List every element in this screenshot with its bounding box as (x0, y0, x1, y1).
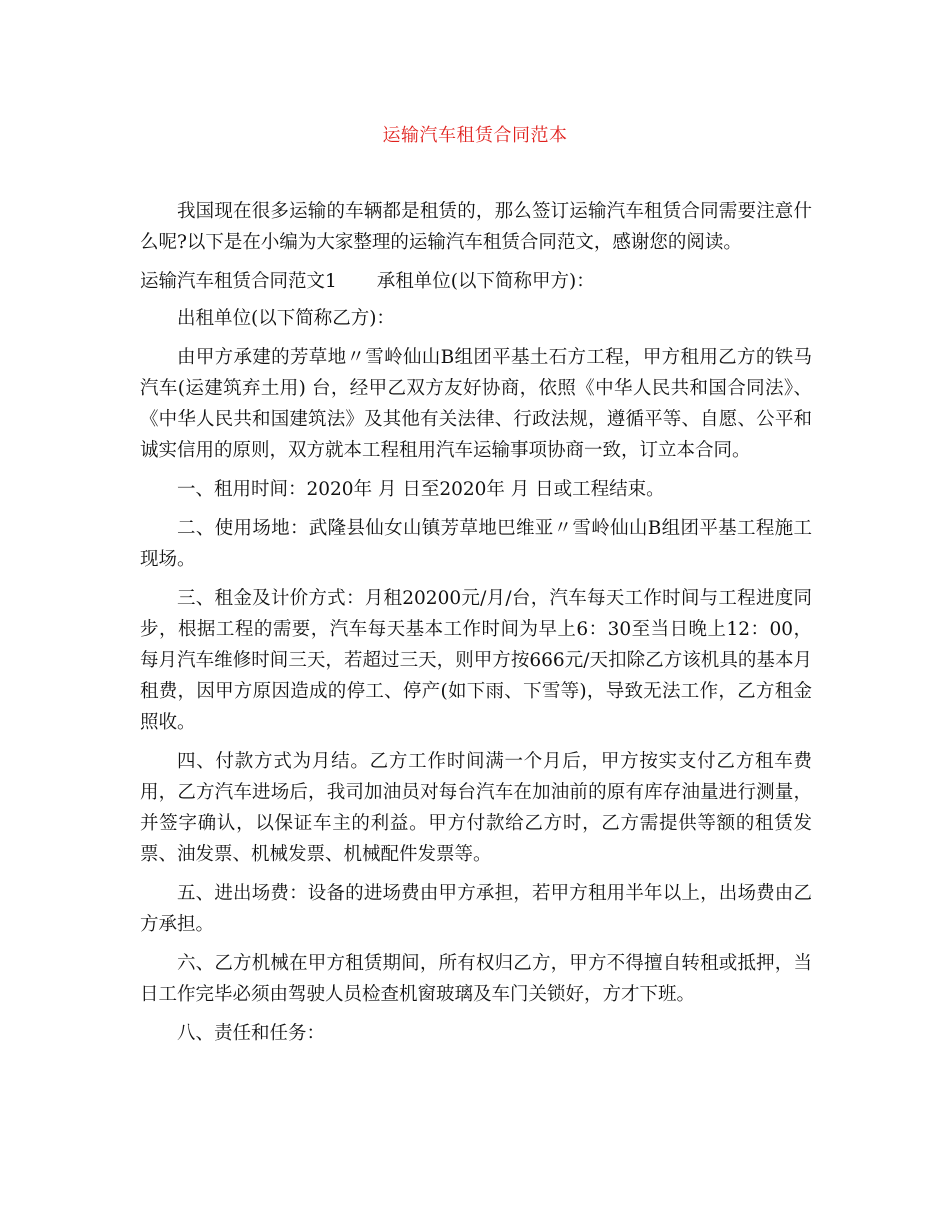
preamble-paragraph: 由甲方承建的芳草地〃雪岭仙山B组团平基土石方工程，甲方租用乙方的铁马汽车(运建筑弃土用) 台，经甲乙双方友好协商，依照《中华人民共和国合同法》、《中华人民共和国建筑法》及其他有关法律、行政法规，遵循平等、自愿、公平和诚实信用的原则，双方就本工程租用汽车运输事项协商一致，订立本合同。 (140, 347, 812, 461)
sample-heading: 运输汽车租赁合同范文1 (140, 271, 337, 292)
sample-heading-line (140, 266, 812, 297)
clause-paragraph: 二、使用场地：武隆县仙女山镇芳草地巴维亚〃雪岭仙山B组团平基工程施工现场。 (140, 518, 812, 570)
party-a-label: 承租单位(以下简称甲方)： (376, 271, 595, 292)
clause-paragraph: 三、租金及计价方式：月租20200元/月/台，汽车每天工作时间与工程进度同步，根据工程的需要，汽车每天基本工作时间为早上6：30至当日晚上12：00，每月汽车维修时间三天，若超过三天，则甲方按666元/天扣除乙方该机具的基本月租费，因甲方原因造成的停工、停产(如下雨、下雪等)，导致无法工作，乙方租金照收。 (140, 588, 812, 733)
document-title: 运输汽车租赁合同范本 (382, 125, 568, 146)
clause-paragraph: 一、租用时间：2020年 月 日至2020年 月 日或工程结束。 (177, 479, 665, 500)
clause-paragraph: 六、乙方机械在甲方租赁期间，所有权归乙方，甲方不得擅自转租或抵押，当日工作完毕必须由驾驶人员检查机窗玻璃及车门关锁好，方才下班。 (140, 953, 812, 1005)
clause-paragraph: 五、进出场费：设备的进场费由甲方承担，若甲方租用半年以上，出场费由乙方承担。 (140, 883, 812, 935)
intro-paragraph: 我国现在很多运输的车辆都是租赁的，那么签订运输汽车租赁合同需要注意什么呢?以下是在小编为大家整理的运输汽车租赁合同范文，感谢您的阅读。 (140, 201, 812, 253)
clause-paragraph: 八、责任和任务： (177, 1023, 326, 1044)
party-b-label: 出租单位(以下简称乙方)： (177, 308, 395, 329)
clause-paragraph: 四、付款方式为月结。乙方工作时间满一个月后，甲方按实支付乙方租车费用，乙方汽车进场后，我司加油员对每台汽车在加油前的原有库存油量进行测量，并签字确认，以保证车主的利益。甲方付款给乙方时，乙方需提供等额的租赁发票、油发票、机械发票、机械配件发票等。 (140, 751, 812, 865)
document-body (140, 196, 812, 1057)
